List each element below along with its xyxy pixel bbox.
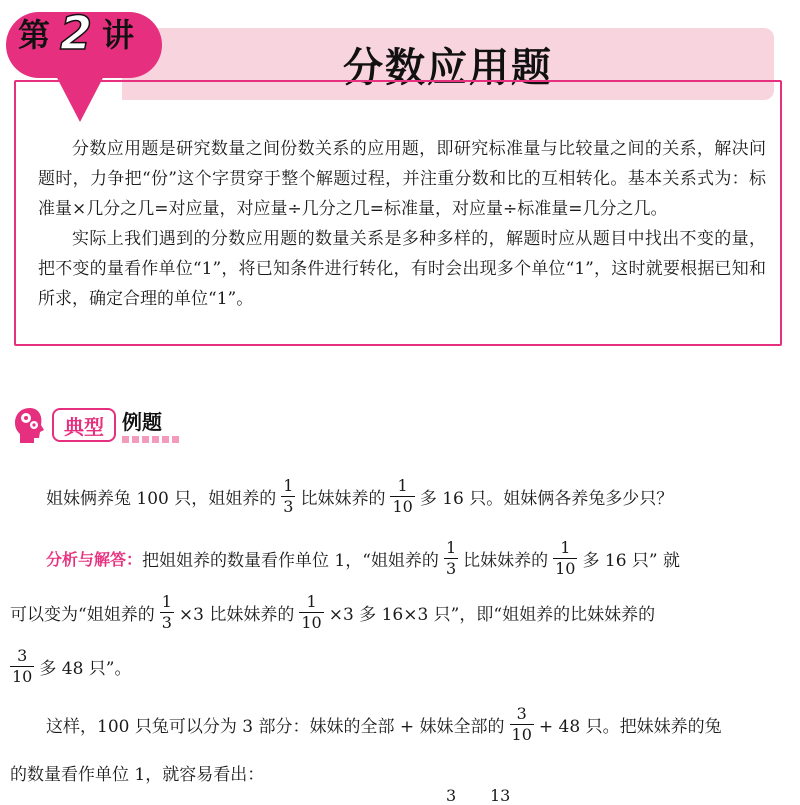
problem-text-a: 姐妹俩养兔 100 只，姐姐养的 — [46, 489, 277, 509]
fraction: $\frac{3}{10}$ — [511, 704, 532, 744]
badge-suffix: 讲 — [102, 16, 135, 54]
example-label: 典型 — [52, 408, 116, 442]
fraction: $\frac{3}{10}$ — [12, 646, 33, 686]
fraction: $\frac{1}{10}$ — [301, 592, 322, 632]
analysis-line-1: 分析与解答： 把姐姐养的数量看作单位 1，“姐姐养的 $\frac{1}{3}$ 比妹妹养的 $\frac{1}{10}$ 多 16 只” 就 — [46, 538, 681, 578]
analysis-line-2: 可以变为“姐姐养的 $\frac{1}{3}$ ×3 比妹妹养的 $\frac{1}{10}$ ×3 多 16×3 只”，即“姐姐养的比妹妹养的 — [10, 592, 656, 632]
badge-number: 2 — [60, 6, 93, 60]
problem-text-b: 比妹妹养的 — [300, 489, 386, 509]
problem-line — [46, 478, 800, 515]
fraction: $\frac{1}{10}$ — [555, 538, 576, 578]
analysis-line-3: $\frac{3}{10}$ 多 48 只”。 — [12, 646, 132, 686]
fraction: $\frac{1}{3}$ — [445, 538, 457, 578]
analysis-label: 分析与解答： — [46, 550, 143, 569]
badge-prefix: 第 — [18, 16, 51, 54]
example-subtitle — [122, 406, 162, 445]
head-gears-icon — [12, 405, 48, 445]
intro-paragraph-1: 分数应用题是研究数量之间份数关系的应用题，即研究标准量与比较量之间的关系，解决问题时，力争把“份”这个字贯穿于整个解题过程，并注重分数和比的互相转化。基本关系式为：标准量×几分之几=对应量，对应量÷几分之几=标准量，对应量÷标准量=几分之几。 — [38, 139, 766, 219]
fraction: $\frac{1}{3}$ — [283, 476, 294, 516]
fraction: $\frac{1}{10}$ — [392, 476, 413, 516]
intro-text — [38, 134, 766, 314]
chapter-badge-text — [18, 8, 134, 58]
example-header — [12, 402, 162, 448]
example-subtitle-text: 例题 — [122, 409, 162, 434]
analysis-line-5: 的数量看作单位 1，就容易看出： — [10, 765, 265, 785]
chapter-title: 分数应用题 — [343, 44, 553, 91]
cutoff-numerator-1: 3 — [446, 786, 457, 805]
analysis-line-4: 这样，100 只兔可以分为 3 部分：妹妹的全部 + 妹妹全部的 $\frac{3}{10}$ + 48 只。把妹妹养的兔 — [46, 704, 722, 744]
example-dots — [122, 436, 179, 443]
fraction: $\frac{1}{3}$ — [161, 592, 172, 632]
problem-text-c: 多 16 只。姐妹俩各养兔多少只？ — [419, 489, 674, 509]
intro-paragraph-2: 实际上我们遇到的分数应用题的数量关系是多种多样的，解题时应从题目中找出不变的量，把不变的量看作单位“1”，将已知条件进行转化，有时会出现多个单位“1”，这时就要根据已知和所求，确定合理的单位“1”。 — [38, 229, 766, 309]
cutoff-numerator-2: 13 — [490, 786, 511, 805]
